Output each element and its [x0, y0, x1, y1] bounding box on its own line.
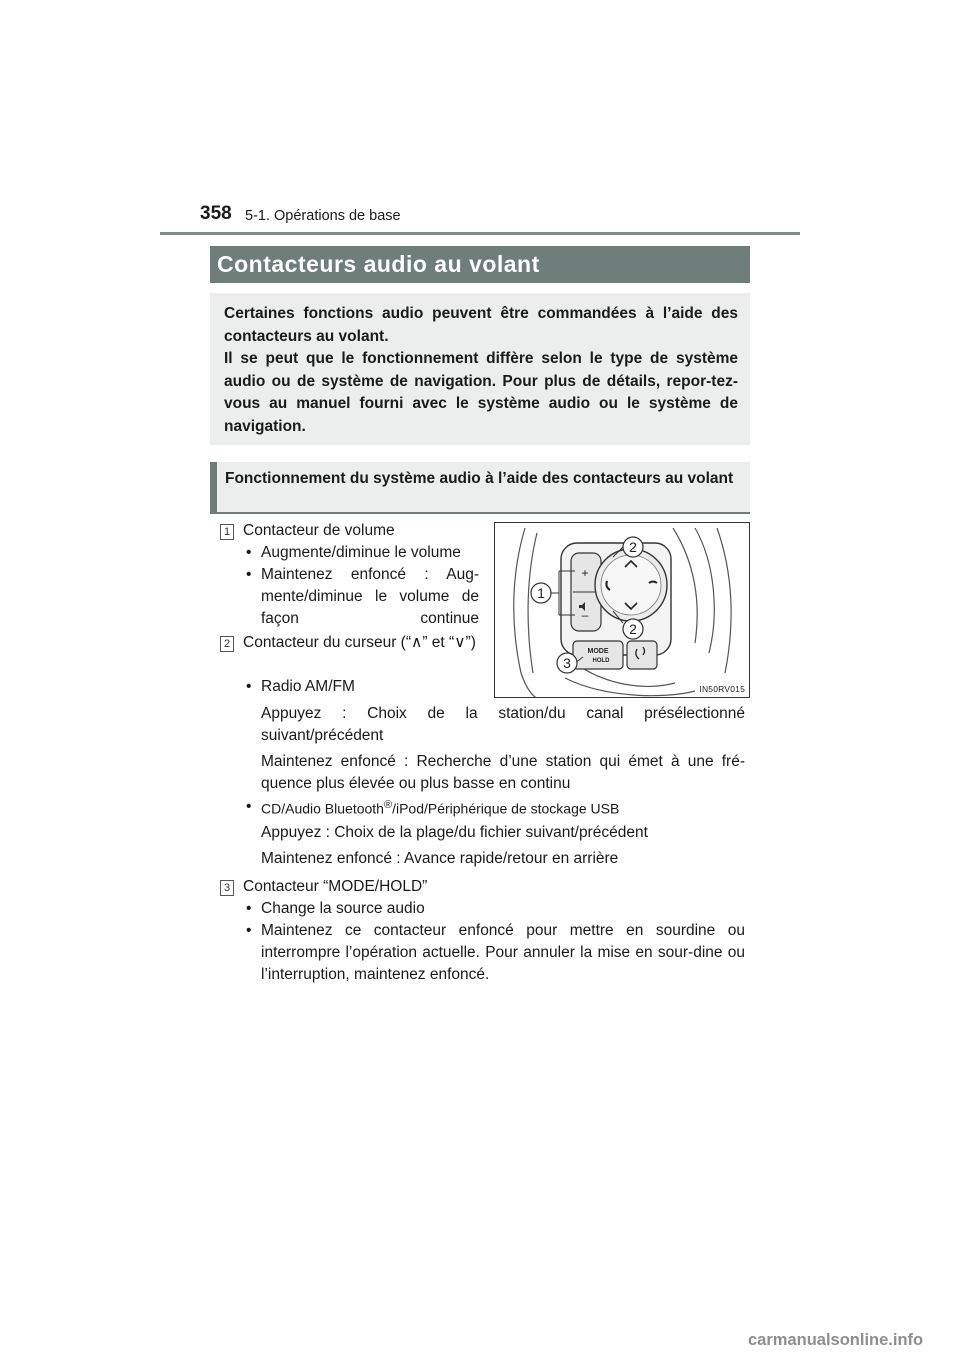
- item-number-badge: 2: [220, 636, 234, 652]
- radio-press-text: Appuyez : Choix de la station/du canal présélectionné suivant/précédent: [261, 705, 745, 744]
- watermark-logo: carmanualsonline.info: [748, 1331, 924, 1349]
- cd-hold-text: Maintenez enfoncé : Avance rapide/retour en arrière: [261, 850, 619, 867]
- illustration-drawing: [495, 523, 750, 698]
- radio-hold-text: Maintenez enfoncé : Recherche d’une station qui émet à une fré-quence plus élevée ou plus basse en continu: [261, 753, 745, 792]
- bullet-text: Augmente/diminue le volume: [261, 544, 461, 561]
- bullet-text: Change la source audio: [261, 900, 425, 917]
- plus-label: +: [581, 566, 589, 580]
- page-title: Contacteurs audio au volant: [210, 246, 750, 283]
- page-number: 358: [200, 203, 232, 224]
- bullet-marker: •: [246, 678, 252, 695]
- callout-label: 1: [537, 585, 545, 601]
- item-number-badge: 3: [220, 880, 234, 896]
- bullet-marker: •: [246, 544, 252, 561]
- section-label: 5-1. Opérations de base: [245, 208, 401, 224]
- registered-mark: ®: [383, 799, 393, 811]
- bullet-text: Maintenez ce contacteur enfoncé pour mettre en sourdine ou interrompre l’opération actuelle. Pour annuler la mise en sour-dine ou l’interruption, maintenez enfoncé.: [261, 922, 745, 983]
- header-rule: [160, 232, 800, 235]
- item-title: Contacteur du curseur (“∧” et “∨”): [243, 634, 476, 651]
- cd-bullet-pre: CD/Audio Bluetooth: [261, 800, 384, 817]
- callout-label: 2: [629, 621, 637, 637]
- bullet-text: [261, 794, 619, 820]
- bullet-marker: •: [246, 900, 252, 917]
- hold-label: HOLD: [592, 658, 610, 664]
- callout-label: 2: [629, 539, 637, 555]
- cd-bullet-post: /iPod/Périphérique de stockage USB: [392, 800, 620, 817]
- bullet-marker: •: [246, 566, 252, 583]
- bullet-marker: •: [246, 798, 252, 815]
- cd-press-text: Appuyez : Choix de la plage/du fichier suivant/précédent: [261, 824, 648, 841]
- figure-code: IN50RV015: [699, 684, 745, 694]
- mode-label: MODE: [587, 648, 609, 655]
- subsection-title: Fonctionnement du système audio à l’aide des contacteurs au volant: [210, 462, 750, 514]
- bullet-marker: •: [246, 922, 252, 939]
- intro-paragraph: Il se peut que le fonctionnement diffère selon le type de système audio ou de système de navigation. Pour plus de détails, repor-tez-vous au manuel fourni avec le système audio ou le système de navigation.: [224, 350, 738, 435]
- bullet-text: Maintenez enfoncé : Aug-mente/diminue le volume de façon continue: [261, 566, 479, 627]
- intro-paragraph: Certaines fonctions audio peuvent être commandées à l’aide des contacteurs au volant.: [224, 305, 738, 345]
- callout-label: 3: [563, 655, 571, 671]
- minus-label: –: [581, 608, 589, 622]
- item-title: Contacteur “MODE/HOLD”: [243, 878, 428, 895]
- intro-box: [210, 293, 750, 445]
- item-number-badge: 1: [220, 524, 234, 540]
- item-title: Contacteur de volume: [243, 522, 395, 539]
- steering-switch-illustration: [494, 522, 750, 698]
- bullet-text: Radio AM/FM: [261, 678, 355, 695]
